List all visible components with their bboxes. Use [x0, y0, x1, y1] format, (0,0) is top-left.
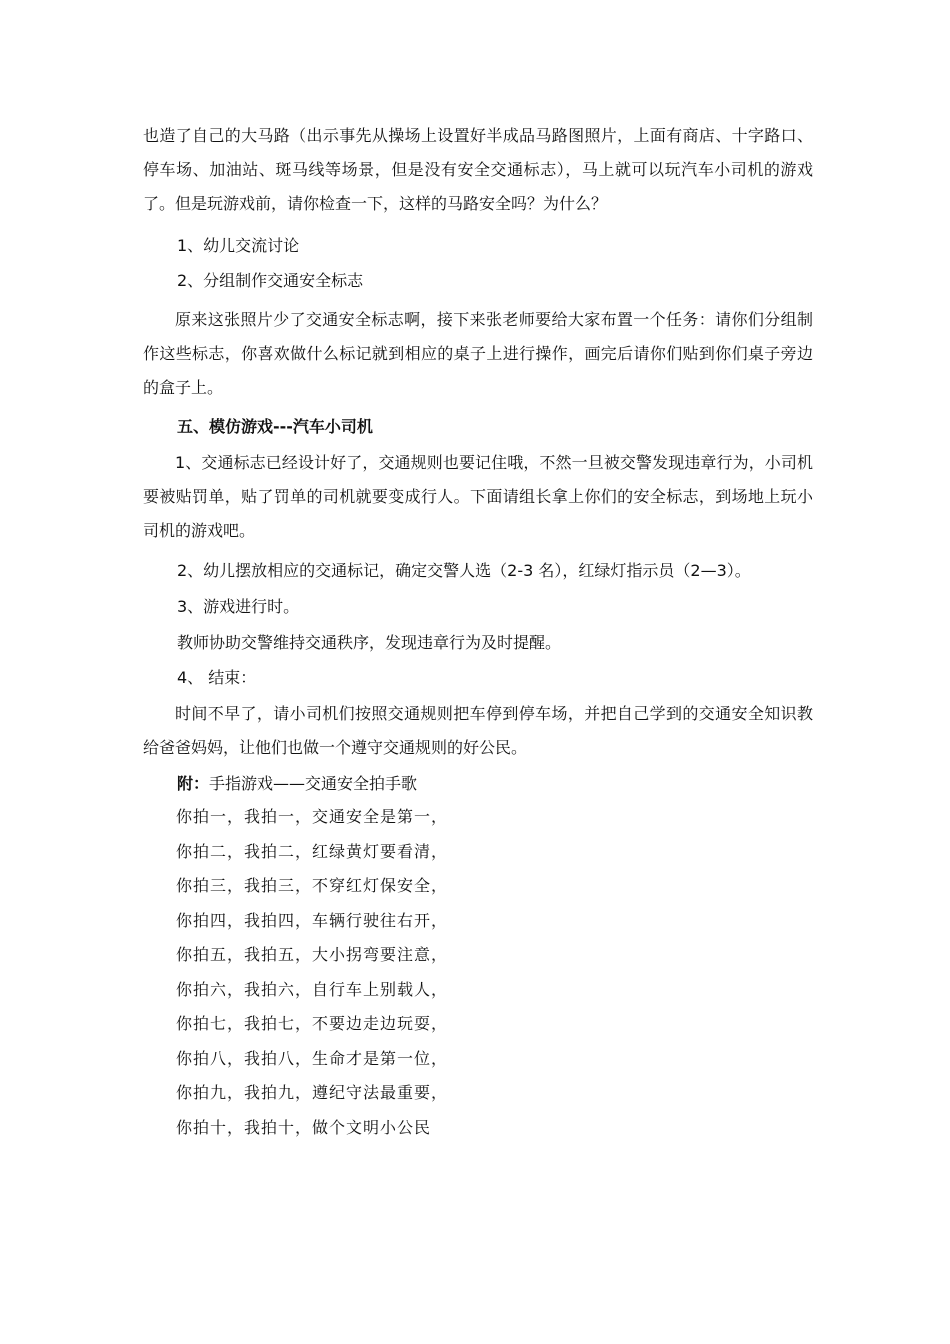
appendix-title — [177, 767, 417, 801]
step2-paragraph: 2、幼儿摆放相应的交通标记，确定交警人选（2-3 名），红绿灯指示员（2—3）。 — [177, 561, 751, 580]
song-line: 你拍二，我拍二，红绿黄灯要看清， — [176, 841, 449, 861]
clapping-song — [176, 800, 448, 1145]
section-heading: 五、模仿游戏---汽车小司机 — [177, 417, 373, 436]
song-line: 你拍一，我拍一，交通安全是第一， — [176, 807, 449, 826]
step3-paragraph: 3、游戏进行时。 — [177, 597, 300, 616]
ending-paragraph: 时间不早了，请小司机们按照交通规则把车停到停车场，并把自己学到的交通安全知识教给爸爸妈妈，让他们也做一个遵守交通规则的好公民。 — [143, 704, 813, 757]
step1-paragraph: 1、交通标志已经设计好了，交通规则也要记住哦，不然一旦被交警发现违章行为，小司机要被贴罚单，贴了罚单的司机就要变成行人。下面请组长拿上你们的安全标志，到场地上玩小司机的游戏吧。 — [143, 453, 813, 540]
appendix-title-text: 手指游戏——交通安全拍手歌 — [209, 774, 418, 793]
step4-paragraph: 4、 结束： — [177, 668, 257, 687]
song-line: 你拍四，我拍四，车辆行驶往右开， — [176, 910, 449, 930]
song-line: 你拍十，我拍十，做个文明小公民 — [176, 1117, 432, 1137]
item-discussion: 1、幼儿交流讨论 — [177, 236, 300, 255]
task-paragraph: 原来这张照片少了交通安全标志啊，接下来张老师要给大家布置一个任务：请你们分组制作这些标志，你喜欢做什么标记就到相应的桌子上进行操作，画完后请你们贴到你们桌子旁边的盒子上。 — [143, 310, 813, 397]
song-line: 你拍八，我拍八，生命才是第一位， — [176, 1048, 449, 1068]
appendix-label: 附： — [177, 774, 210, 793]
song-line: 你拍五，我拍五，大小拐弯要注意， — [176, 945, 449, 964]
teacher-paragraph: 教师协助交警维持交通秩序，发现违章行为及时提醒。 — [177, 633, 562, 652]
song-line: 你拍九，我拍九，遵纪守法最重要， — [176, 1083, 449, 1102]
song-line: 你拍三，我拍三，不穿红灯保安全， — [176, 876, 449, 895]
item-make-signs: 2、分组制作交通安全标志 — [177, 271, 364, 290]
song-line: 你拍七，我拍七，不要边走边玩耍， — [176, 1014, 449, 1033]
intro-paragraph: 也造了自己的大马路（出示事先从操场上设置好半成品马路图照片，上面有商店、十字路口、停车场、加油站、斑马线等场景，但是没有安全交通标志），马上就可以玩汽车小司机的游戏了。但是玩游戏前，请你检查一下，这样的马路安全吗？为什么？ — [143, 126, 813, 213]
song-line: 你拍六，我拍六，自行车上别载人， — [176, 979, 449, 999]
